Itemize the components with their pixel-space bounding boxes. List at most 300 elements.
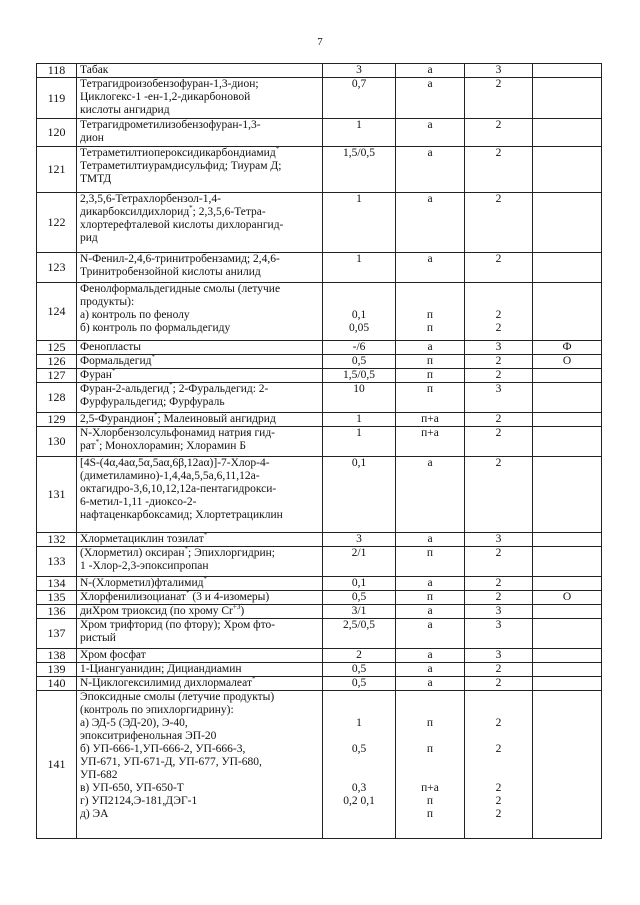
name-line: Формальдегид* [80,354,155,367]
aggregate-state [396,591,465,605]
value-line: 1 [356,413,362,425]
row-number: 122 [37,193,77,253]
row-number: 118 [37,64,77,78]
note-mark [533,147,602,193]
value-line: 3 [495,605,502,617]
name-line: продукты): [80,296,135,308]
value-line: 2 [495,808,502,820]
value-line: 2 [495,253,502,265]
value-line [326,296,392,309]
name-line: 6-метил-1,11 -диоксо-2- [80,496,197,508]
substance-name [77,119,323,147]
aggregate-state [396,369,465,383]
note-mark [533,605,602,619]
hazard-class [465,283,533,341]
substance-name [77,547,323,577]
note-mark [533,577,602,591]
pdk-value [323,64,396,78]
value-line: 2 [495,547,502,559]
value-line: 2 [495,322,502,334]
table-row [37,283,602,341]
pdk-value [323,147,396,193]
row-number: 131 [37,457,77,533]
name-line: а) контроль по фенолу [80,309,190,321]
substance-name [77,533,323,547]
note-mark [533,533,602,547]
row-number: 138 [37,649,77,663]
name-line: г) УП2124,Э-181,ДЭГ-1 [80,795,198,807]
row-number: 120 [37,119,77,147]
value-line [326,756,392,769]
value-line: 3 [495,341,502,353]
name-line: N-Циклогексилимид дихлормалеат* [80,676,256,689]
value-line: п [426,717,434,729]
value-line: п+а [421,782,439,794]
value-line: 3 [356,533,362,545]
substance-name [77,78,323,119]
note-mark [533,677,602,691]
value-line [468,691,529,704]
aggregate-state [396,383,465,413]
pdk-value [323,413,396,427]
hazard-class [465,193,533,253]
value-line: 0,1 [351,309,367,321]
value-line: 2 [495,427,502,439]
value-line: а [427,619,433,631]
value-line: а [427,677,433,689]
value-line: а [427,663,433,675]
value-line: а [427,457,433,469]
row-number: 129 [37,413,77,427]
table-row [37,547,602,577]
hazard-class [465,591,533,605]
row-number: 132 [37,533,77,547]
note-mark [533,119,602,147]
row-number: 119 [37,78,77,119]
page-number: 7 [317,36,323,48]
substance-name [77,619,323,649]
row-number: 140 [37,677,77,691]
value-line: 2 [495,369,502,381]
hazard-class [465,677,533,691]
table-row [37,649,602,663]
aggregate-state [396,413,465,427]
name-line: (Хлорметил) оксиран*; Эпихлоргидрин; [80,546,275,559]
table-row [37,591,602,605]
value-line: 0,5 [351,355,367,367]
substance-name [77,663,323,677]
aggregate-state [396,677,465,691]
value-line: 0,05 [348,322,370,334]
value-line: 0,1 [351,457,367,469]
table-row [37,577,602,591]
aggregate-state [396,605,465,619]
value-line: 2 [495,677,502,689]
aggregate-state [396,64,465,78]
value-line: 1 [356,427,362,439]
value-line: 0,5 [351,591,367,603]
name-line: N-Фенил-2,4,6-тринитробензамид; 2,4,6- [80,253,280,265]
aggregate-state [396,691,465,839]
row-number: 137 [37,619,77,649]
value-line: п [426,369,434,381]
note-mark [533,691,602,839]
value-line: п [426,355,434,367]
hazard-class [465,619,533,649]
name-line: рат*; Монохлорамин; Хлорамин Б [80,438,246,452]
row-number: 135 [37,591,77,605]
table-row [37,341,602,355]
value-line: 1 [356,717,362,729]
substance-name [77,147,323,193]
value-line: 1 [356,193,362,205]
aggregate-state [396,577,465,591]
row-number: 123 [37,253,77,283]
substance-name [77,649,323,663]
substance-name [77,341,323,355]
name-line: Хлорфенилизоцианат* (3 и 4-изомеры) [80,590,270,603]
name-line: Тетраметилтиурамдисульфид; Тиурам Д; [80,160,282,172]
name-line: кислоты ангидрид [80,104,170,116]
value-line: 1,5/0,5 [343,147,375,159]
value-line [399,691,461,704]
note-mark [533,383,602,413]
table-row [37,691,602,839]
name-line: Табак [80,64,109,76]
pdk-value [323,619,396,649]
table-row [37,619,602,649]
pdk-value [323,355,396,369]
pdk-value [323,341,396,355]
note-mark [533,283,602,341]
substance-name [77,577,323,591]
name-line: (контроль по эпихлоргидрину): [80,704,234,716]
value-line [399,730,461,743]
value-line: а [427,78,433,90]
table-row [37,119,602,147]
value-line: 2 [495,457,502,469]
value-line: 0,7 [351,78,367,90]
value-line: 3 [495,619,502,631]
substance-name [77,427,323,457]
note-mark [533,649,602,663]
value-line [468,283,529,296]
table-row [37,64,602,78]
value-line: а [427,577,433,589]
name-line: УП-682 [80,769,118,781]
value-line: 0,2 0,1 [343,795,375,807]
substance-name [77,355,323,369]
name-line: УП-671, УП-671-Д, УП-677, УП-680, [80,756,262,768]
value-line: 3 [495,533,502,545]
pdk-value [323,605,396,619]
name-line: нафтаценкарбоксамид; Хлортетрациклин [80,509,283,521]
value-line: 3 [356,64,362,76]
row-number: 127 [37,369,77,383]
name-line: эпокситрифенольная ЭП-20 [80,730,217,742]
value-line [326,808,392,821]
name-line: дион [80,132,104,144]
value-line [326,704,392,717]
hazard-class [465,253,533,283]
pdk-value [323,283,396,341]
name-line: в) УП-650, УП-650-Т [80,782,184,794]
value-line: а [427,649,433,661]
substance-name [77,369,323,383]
table-row [37,253,602,283]
row-number: 125 [37,341,77,355]
table-row [37,605,602,619]
value-line: п [426,743,434,755]
aggregate-state [396,619,465,649]
row-number: 126 [37,355,77,369]
name-line: Фуран-2-альдегид*; 2-Фуральдегид: 2- [80,382,269,395]
substance-name [77,677,323,691]
value-line: 2 [495,782,502,794]
row-number: 133 [37,547,77,577]
aggregate-state [396,341,465,355]
name-line: [4S-(4α,4aα,5α,5aα,6β,12aα)]-7-Хлор-4- [80,457,270,469]
value-line: 0,5 [351,677,367,689]
value-line: 0,5 [351,663,367,675]
table-row [37,78,602,119]
aggregate-state [396,355,465,369]
aggregate-state [396,649,465,663]
value-line: 1 [356,119,362,131]
aggregate-state [396,457,465,533]
note-mark [533,619,602,649]
aggregate-state [396,547,465,577]
value-line: 3 [495,64,502,76]
table-row [37,147,602,193]
note-mark: О [533,591,602,605]
pdk-value [323,193,396,253]
note-mark [533,413,602,427]
pdk-value [323,457,396,533]
substance-name [77,193,323,253]
hazard-class [465,533,533,547]
table-row [37,355,602,369]
hazard-class [465,663,533,677]
value-line: 2 [495,577,502,589]
substance-name [77,457,323,533]
value-line: 2 [495,591,502,603]
value-line [399,283,461,296]
hazard-class [465,649,533,663]
value-line: п [426,322,434,334]
value-line: 2 [495,663,502,675]
value-line: п+а [421,413,439,425]
name-line: Тринитробензойной кислоты анилид [80,266,261,278]
pdk-value [323,677,396,691]
value-line: 10 [353,383,365,395]
substance-name [77,691,323,839]
hazard-class [465,78,533,119]
substance-name [77,383,323,413]
pdk-value [323,78,396,119]
name-line: N-Хлорбензолсульфонамид натрия гид- [80,427,275,439]
table-row [37,533,602,547]
value-line: 2 [495,309,502,321]
name-line: диХром триоксид (по хрому $Cr^{+3}$) [80,604,245,617]
value-line: 2 [495,355,502,367]
value-line: 0,3 [351,782,367,794]
name-line: Хром трифторид (по фтору); Хром фто- [80,619,276,631]
name-line: Тетрагидрометилизобензофуран-1,3- [80,119,261,131]
note-mark [533,663,602,677]
value-line: -/6 [352,341,366,353]
hazard-class [465,369,533,383]
value-line: п [426,795,434,807]
pdk-value [323,691,396,839]
hazard-class [465,147,533,193]
table-row [37,383,602,413]
table-row [37,427,602,457]
value-line [326,283,392,296]
value-line: 3 [495,649,502,661]
hazard-class [465,119,533,147]
value-line [468,730,529,743]
hazard-class [465,64,533,78]
table-row [37,457,602,533]
value-line: 2 [495,78,502,90]
value-line: п [426,547,434,559]
aggregate-state [396,193,465,253]
substance-name [77,413,323,427]
value-line [468,756,529,769]
value-line [326,691,392,704]
aggregate-state [396,283,465,341]
table-row [37,677,602,691]
pdk-value [323,253,396,283]
hazard-class [465,457,533,533]
name-line: хлортерефталевой кислоты дихлорангид- [80,219,284,231]
name-line: 1 -Хлор-2,3-эпоксипропан [80,560,209,572]
value-line: 0,1 [351,577,367,589]
value-line: п [426,808,434,820]
name-line: б) контроль по формальдегиду [80,322,231,334]
pdk-value [323,577,396,591]
hazard-class [465,413,533,427]
hazard-class [465,605,533,619]
aggregate-state [396,119,465,147]
note-mark [533,457,602,533]
name-line: ристый [80,632,116,644]
name-line: Тетраметилтиопероксидикарбондиамид* [80,146,280,159]
hazard-class [465,341,533,355]
value-line: 2,5/0,5 [343,619,375,631]
value-line: п [426,309,434,321]
value-line: 1 [356,253,362,265]
name-line: Циклогекс-1 -ен-1,2-дикарбоновой [80,91,251,103]
value-line [326,730,392,743]
substance-name [77,605,323,619]
value-line: а [427,147,433,159]
value-line [399,296,461,309]
substance-table [36,63,602,839]
pdk-value [323,383,396,413]
name-line: Эпоксидные смолы (летучие продукты) [80,691,275,703]
table-row [37,369,602,383]
name-line: Фуран* [80,368,116,381]
hazard-class [465,691,533,839]
aggregate-state [396,533,465,547]
pdk-value [323,369,396,383]
row-number: 136 [37,605,77,619]
value-line [468,704,529,717]
value-line: а [427,119,433,131]
value-line: 3/1 [351,605,367,617]
pdk-value [323,427,396,457]
substance-name [77,591,323,605]
name-line: Тетрагидроизобензофуран-1,3-дион; [80,78,259,90]
row-number: 124 [37,283,77,341]
name-line: Хром фосфат [80,649,146,661]
value-line [468,296,529,309]
name-line: 2,5-Фурандион*; Малеиновый ангидрид [80,412,276,425]
value-line: а [427,605,433,617]
row-number: 141 [37,691,77,839]
note-mark [533,193,602,253]
value-line [399,756,461,769]
name-line: а) ЭД-5 (ЭД-20), Э-40, [80,717,188,729]
value-line: 2 [495,717,502,729]
note-mark [533,78,602,119]
name-line: д) ЭА [80,808,109,820]
value-line: а [427,64,433,76]
substance-name [77,64,323,78]
note-mark: Ф [533,341,602,355]
value-line: 2/1 [351,547,367,559]
value-line: а [427,253,433,265]
hazard-class [465,577,533,591]
value-line [399,769,461,782]
name-line: рид [80,232,98,244]
value-line: а [427,193,433,205]
name-line: 2,3,5,6-Тетрахлорбензол-1,4- [80,193,221,205]
value-line: 3 [495,383,502,395]
row-number: 121 [37,147,77,193]
row-number: 130 [37,427,77,457]
value-line: п [426,383,434,395]
value-line: 2 [495,119,502,131]
hazard-class [465,427,533,457]
row-number: 128 [37,383,77,413]
value-line: 0,5 [351,743,367,755]
note-mark [533,64,602,78]
value-line: п+а [421,427,439,439]
table-row [37,663,602,677]
pdk-value [323,119,396,147]
table-row [37,413,602,427]
name-line: ТМТД [80,173,112,185]
note-mark: О [533,355,602,369]
name-line: Фенолформальдегидные смолы (летучие [80,283,281,295]
value-line: а [427,341,433,353]
value-line: 2 [495,743,502,755]
aggregate-state [396,253,465,283]
value-line [399,704,461,717]
substance-name [77,283,323,341]
substance-name [77,253,323,283]
pdk-value [323,649,396,663]
row-number: 139 [37,663,77,677]
name-line: Хлорметациклин тозилат* [80,532,208,545]
note-mark [533,427,602,457]
name-line: б) УП-666-1,УП-666-2, УП-666-3, [80,743,246,755]
value-line: 2 [495,193,502,205]
value-line: 2 [356,649,362,661]
